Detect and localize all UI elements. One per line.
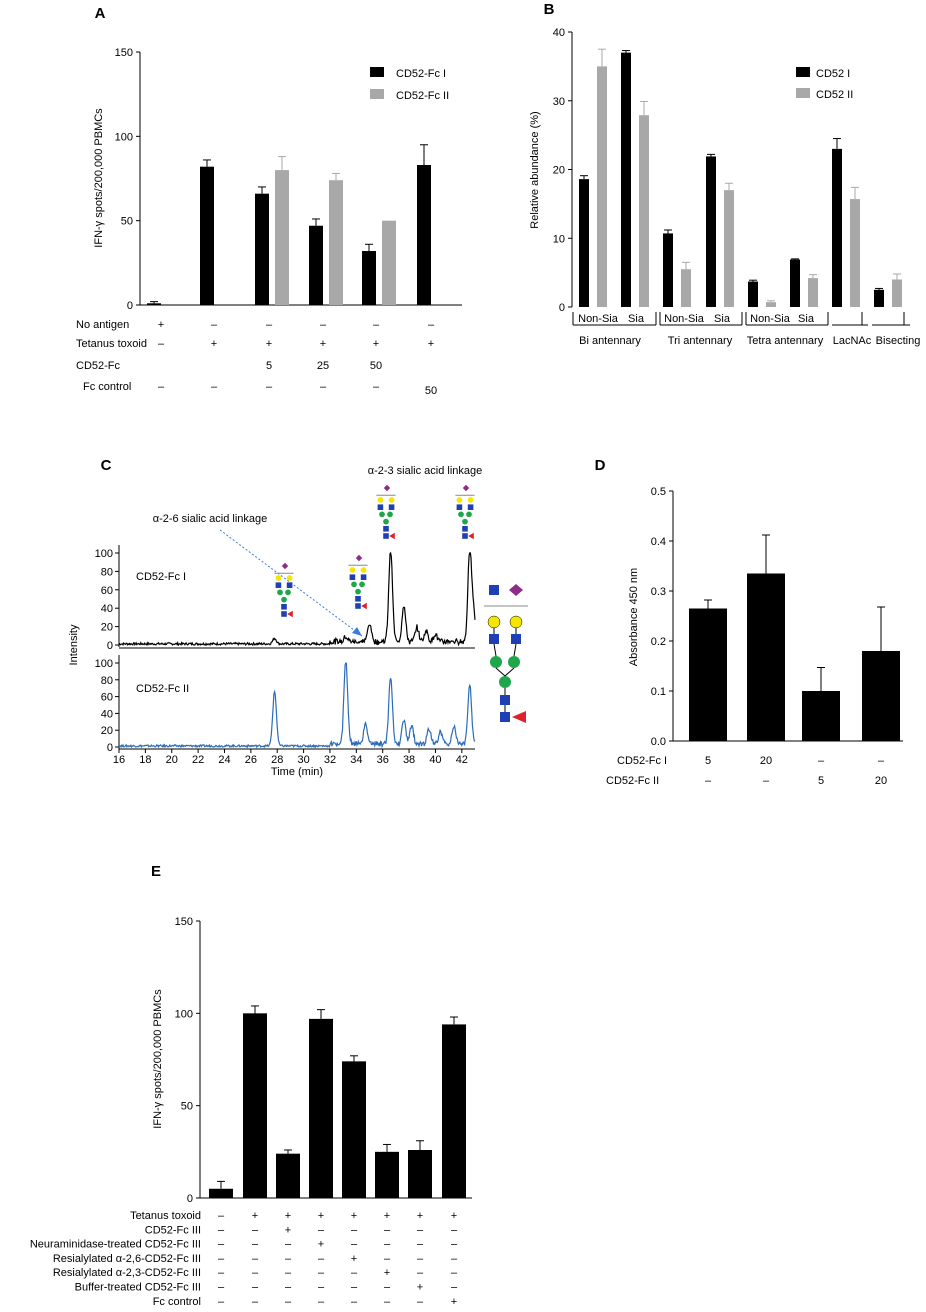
panel-label-c: C (100, 457, 112, 474)
c-glycan-galactose-icon (287, 575, 293, 581)
b-bar (597, 66, 607, 307)
e-row-value: – (217, 1238, 225, 1251)
b-bar (639, 115, 649, 307)
c-x-tick-label: 36 (376, 754, 389, 766)
c-glycan-glcnac-icon (355, 596, 361, 602)
b-bar (790, 260, 800, 307)
c-legend-link (514, 644, 516, 656)
d-row-label: CD52-Fc II (606, 775, 660, 787)
e-y-axis-tick-label: 150 (174, 916, 193, 928)
e-row-value: – (251, 1267, 259, 1280)
c-legend-fucose-icon (512, 711, 526, 723)
b-bar (832, 149, 842, 307)
c-x-tick-label: 42 (455, 754, 468, 766)
a-row-value: – (157, 338, 165, 350)
a-row-value: + (427, 338, 435, 350)
d-row-value: 5 (704, 755, 712, 767)
c-x-tick-label: 26 (244, 754, 257, 766)
a-row-value: – (372, 319, 380, 331)
c-glycan-mannose-icon (277, 590, 283, 596)
e-row-value: – (416, 1224, 424, 1237)
e-row-value: – (383, 1252, 391, 1265)
b-y-axis-tick-label: 40 (552, 27, 565, 39)
e-row-value: – (317, 1267, 325, 1280)
e-row-value: – (217, 1295, 225, 1308)
b-bar (579, 179, 589, 307)
c-glycan-sialic-acid-icon (463, 485, 469, 491)
b-y-axis-tick-label: 0 (558, 302, 565, 314)
c-annotation-arrowhead (352, 627, 362, 636)
c-y-tick-label: 80 (100, 674, 113, 687)
b-y-axis-tick-label: 20 (552, 164, 565, 177)
c-glycan-mannose-icon (458, 512, 464, 518)
e-row-value: + (284, 1224, 292, 1237)
e-row-value: – (317, 1224, 325, 1237)
a-legend-label: CD52-Fc II (396, 90, 450, 102)
e-row-value: – (284, 1252, 292, 1265)
c-y-tick-label: 20 (100, 725, 113, 738)
c-glycan-mannose-icon (359, 582, 365, 588)
b-category-label: Non-Sia (750, 313, 790, 325)
a-row-value: – (319, 319, 327, 331)
panel-label-e: E (150, 863, 162, 880)
b-bar (874, 290, 884, 307)
b-group-label: Tetra antennary (746, 335, 824, 347)
panel-label-b: B (543, 1, 555, 18)
panel-label-d: D (594, 457, 606, 474)
c-glycan-mannose-icon (379, 512, 385, 518)
a-row-value: – (265, 319, 273, 331)
c-glycan-mannose-icon (387, 512, 393, 518)
e-bar (442, 1024, 466, 1198)
e-row-value: – (383, 1281, 391, 1294)
c-legend-sialic-acid-icon (509, 584, 523, 596)
e-row-value: + (383, 1210, 391, 1222)
e-y-axis-label: IFN-γ spots/200,000 PBMCs (152, 989, 164, 1129)
a-bar (255, 194, 269, 305)
e-row-value: – (416, 1267, 424, 1280)
b-group-label: LacNAc (832, 335, 872, 347)
c-glycan-glcnac-icon (383, 533, 389, 539)
c-trace-label: CD52-Fc I (136, 571, 187, 583)
d-row-value: – (877, 755, 885, 767)
e-row-value: – (251, 1252, 259, 1265)
e-row-label: Resialylated α-2,3-CD52-Fc III (52, 1267, 201, 1280)
c-glycan-glcnac-icon (281, 611, 287, 617)
b-y-axis-label: Relative abundance (%) (529, 111, 541, 229)
c-glycan-mannose-icon (383, 519, 389, 525)
d-row-value: 20 (759, 755, 773, 767)
e-bar (342, 1061, 366, 1198)
e-row-value: – (350, 1224, 358, 1237)
c-x-tick-label: 20 (165, 754, 178, 766)
e-row-value: + (251, 1210, 259, 1222)
c-x-tick-label: 22 (191, 754, 205, 766)
a-legend-label: CD52-Fc I (396, 68, 447, 80)
a-row-value: + (265, 338, 273, 350)
e-row-value: – (217, 1252, 225, 1265)
d-y-axis-tick-label: 0.0 (650, 736, 666, 748)
c-glycan-glcnac-icon (383, 526, 389, 532)
a-row-label: No antigen (76, 319, 130, 331)
e-row-value: + (450, 1295, 458, 1308)
c-y-tick-label: 20 (100, 621, 113, 634)
e-row-value: – (217, 1224, 225, 1237)
c-glycan-glcnac-icon (462, 526, 468, 532)
c-annotation-a26: α-2-6 sialic acid linkage (152, 513, 268, 525)
c-legend-glcnac-icon (489, 634, 499, 644)
c-glycan-glcnac-icon (389, 504, 395, 510)
c-legend-mannose-icon (499, 676, 511, 688)
e-row-label: Fc control (152, 1295, 201, 1308)
c-glycan-glcnac-icon (350, 574, 356, 580)
c-legend-mannose-icon (508, 656, 520, 668)
c-glycan-glcnac-icon (361, 574, 367, 580)
c-legend-mannose-icon (490, 656, 502, 668)
c-glycan-fucose-icon (468, 533, 474, 539)
a-bar (382, 221, 396, 305)
c-x-tick-label: 28 (271, 754, 284, 766)
a-row-value: – (210, 381, 218, 393)
c-y-tick-label: 0 (106, 742, 113, 754)
e-row-value: – (284, 1281, 292, 1294)
c-y-tick-label: 40 (100, 603, 113, 616)
c-glycan-galactose-icon (361, 567, 367, 573)
b-bar (663, 233, 673, 307)
e-row-value: – (251, 1281, 259, 1294)
c-glycan-glcnac-icon (276, 582, 282, 588)
e-row-value: – (383, 1238, 391, 1251)
c-x-tick-label: 40 (429, 754, 442, 766)
e-y-axis-tick-label: 50 (180, 1100, 193, 1113)
c-glycan-sialic-acid-icon (384, 485, 390, 491)
c-glycan-mannose-icon (281, 597, 287, 603)
a-row-value: + (319, 338, 327, 350)
e-row-value: + (284, 1210, 292, 1222)
a-row-value: – (210, 319, 218, 331)
c-x-tick-label: 30 (297, 754, 310, 766)
d-row-value: 20 (874, 775, 888, 787)
c-y-tick-label: 80 (100, 566, 113, 579)
e-row-value: – (217, 1210, 225, 1222)
c-glycan-mannose-icon (285, 590, 291, 596)
c-glycan-galactose-icon (457, 497, 463, 503)
a-row-value: + (210, 338, 218, 350)
a-bar (309, 226, 323, 305)
c-glycan-glcnac-icon (355, 603, 361, 609)
b-bar (850, 199, 860, 307)
e-row-value: – (416, 1238, 424, 1251)
e-row-value: – (284, 1238, 292, 1251)
a-y-axis-tick-label: 50 (120, 215, 133, 228)
c-y-tick-label: 60 (100, 584, 113, 597)
e-row-value: – (416, 1295, 424, 1308)
e-row-value: – (350, 1267, 358, 1280)
d-y-axis-tick-label: 0.4 (650, 536, 666, 548)
b-bar (724, 190, 734, 307)
b-bar (766, 302, 776, 307)
e-row-value: – (317, 1281, 325, 1294)
d-bar (802, 691, 840, 741)
e-row-value: – (350, 1295, 358, 1308)
c-glycan-mannose-icon (355, 589, 361, 595)
b-legend-swatch (796, 67, 810, 77)
c-glycan-mannose-icon (351, 582, 357, 588)
c-annotation-a23: α-2-3 sialic acid linkage (367, 465, 483, 477)
b-category-label: Sia (714, 313, 730, 325)
e-row-value: – (284, 1267, 292, 1280)
c-legend-link (494, 644, 496, 656)
c-glycan-glcnac-icon (281, 604, 287, 610)
c-glycan-sialic-acid-icon (356, 555, 362, 561)
e-row-value: – (251, 1295, 259, 1308)
a-row-value: – (319, 381, 327, 393)
b-legend-swatch (796, 88, 810, 98)
d-row-value: 5 (817, 775, 825, 787)
d-y-axis-tick-label: 0.5 (650, 486, 666, 498)
e-y-axis-tick-label: 0 (186, 1193, 193, 1205)
e-row-label: Tetanus toxoid (130, 1210, 201, 1222)
e-row-value: – (450, 1267, 458, 1280)
c-y-axis-label: Intensity (68, 624, 80, 666)
e-bar (309, 1019, 333, 1198)
d-y-axis-tick-label: 0.3 (650, 586, 666, 598)
d-row-value: – (762, 775, 770, 787)
c-glycan-glcnac-icon (378, 504, 384, 510)
d-bar (689, 609, 727, 742)
a-bar (147, 303, 161, 305)
e-row-value: + (350, 1210, 358, 1222)
a-bar (417, 165, 431, 305)
b-category-label: Sia (628, 313, 644, 325)
b-bar (706, 156, 716, 307)
a-legend-swatch (370, 67, 384, 77)
e-row-value: – (317, 1295, 325, 1308)
a-bar (275, 170, 289, 305)
a-bar (362, 251, 376, 305)
c-glycan-mannose-icon (462, 519, 468, 525)
c-glycan-fucose-icon (389, 533, 395, 539)
e-row-value: + (450, 1210, 458, 1222)
c-glycan-fucose-icon (287, 611, 293, 617)
c-glycan-mannose-icon (466, 512, 472, 518)
e-row-value: – (284, 1295, 292, 1308)
c-y-tick-label: 60 (100, 691, 113, 704)
c-legend-glcnac-icon (500, 712, 510, 722)
b-y-axis-tick-label: 10 (552, 233, 565, 246)
c-x-tick-label: 38 (402, 754, 416, 766)
e-row-value: + (416, 1281, 424, 1294)
c-x-tick-label: 24 (218, 754, 231, 766)
a-bar (200, 167, 214, 305)
c-glycan-galactose-icon (378, 497, 384, 503)
b-bar (892, 280, 902, 308)
b-category-label: Non-Sia (664, 313, 704, 325)
e-row-value: + (416, 1210, 424, 1222)
e-bar (276, 1154, 300, 1198)
panel-label-a: A (94, 5, 106, 22)
c-glycan-glcnac-icon (457, 504, 463, 510)
c-trace-label: CD52-Fc II (136, 683, 190, 695)
e-bar (408, 1150, 432, 1198)
a-legend-swatch (370, 89, 384, 99)
e-bar (243, 1013, 267, 1198)
e-row-label: CD52-Fc III (144, 1224, 201, 1237)
c-legend-galactose-icon (510, 616, 522, 628)
c-y-tick-label: 0 (106, 640, 113, 652)
c-x-axis-label: Time (min) (270, 766, 324, 778)
c-glycan-galactose-icon (276, 575, 282, 581)
d-bar (747, 574, 785, 742)
e-row-value: – (251, 1224, 259, 1237)
a-row-label: Fc control (83, 381, 132, 393)
c-y-tick-label: 100 (94, 658, 113, 670)
e-row-value: – (450, 1224, 458, 1237)
a-row-value: + (157, 319, 165, 331)
b-group-label: Tri antennary (667, 335, 733, 347)
e-row-value: – (450, 1238, 458, 1251)
b-bar (621, 53, 631, 307)
c-glycan-galactose-icon (468, 497, 474, 503)
b-group-label: Bisecting (875, 335, 921, 347)
a-row-value: 25 (316, 360, 330, 372)
a-row-value: 50 (424, 385, 438, 397)
b-bar (681, 269, 691, 307)
e-row-value: + (350, 1252, 358, 1265)
c-legend-glcnac-icon (489, 585, 499, 595)
e-bar (375, 1152, 399, 1198)
e-row-value: – (350, 1238, 358, 1251)
e-row-label: Neuraminidase-treated CD52-Fc III (29, 1238, 201, 1251)
a-row-label: Tetanus toxoid (76, 338, 147, 350)
b-legend-label: CD52 II (816, 89, 854, 101)
e-row-value: + (317, 1210, 325, 1222)
c-trace (119, 663, 475, 747)
c-glycan-sialic-acid-icon (282, 563, 288, 569)
d-row-value: – (704, 775, 712, 787)
c-legend-glcnac-icon (500, 695, 510, 705)
b-category-label: Sia (798, 313, 814, 325)
e-row-label: Resialylated α-2,6-CD52-Fc III (52, 1252, 201, 1265)
c-glycan-fucose-icon (361, 603, 367, 609)
c-y-tick-label: 40 (100, 708, 113, 721)
e-row-value: – (317, 1252, 325, 1265)
a-row-value: 50 (369, 360, 383, 372)
a-row-value: – (157, 381, 165, 393)
a-row-value: + (372, 338, 380, 350)
c-glycan-glcnac-icon (287, 582, 293, 588)
a-y-axis-tick-label: 0 (126, 300, 133, 312)
e-row-value: – (251, 1238, 259, 1251)
d-bar (862, 651, 900, 741)
a-row-value: – (372, 381, 380, 393)
e-row-value: – (416, 1252, 424, 1265)
e-row-value: – (450, 1281, 458, 1294)
e-row-value: + (317, 1238, 325, 1251)
e-row-value: – (217, 1267, 225, 1280)
a-row-label: CD52-Fc (76, 360, 121, 372)
c-x-tick-label: 32 (323, 754, 337, 766)
c-trace (119, 553, 475, 645)
b-legend-label: CD52 I (816, 68, 851, 80)
c-x-tick-label: 34 (350, 754, 363, 766)
a-y-axis-label: IFN-γ spots/200,000 PBMCs (93, 108, 105, 248)
c-glycan-galactose-icon (389, 497, 395, 503)
e-row-label: Buffer-treated CD52-Fc III (74, 1281, 201, 1294)
c-x-tick-label: 16 (112, 754, 126, 766)
c-legend-glcnac-icon (511, 634, 521, 644)
e-row-value: – (383, 1295, 391, 1308)
c-y-tick-label: 100 (94, 548, 113, 560)
d-y-axis-tick-label: 0.2 (650, 636, 666, 648)
b-category-label: Non-Sia (578, 313, 618, 325)
b-bar (808, 278, 818, 307)
e-row-value: + (383, 1267, 391, 1280)
c-legend-link (496, 668, 505, 676)
c-glycan-glcnac-icon (462, 533, 468, 539)
d-y-axis-label: Absorbance 450 nm (628, 567, 640, 667)
c-x-tick-label: 18 (139, 754, 152, 766)
c-legend-galactose-icon (488, 616, 500, 628)
c-legend-link (505, 668, 514, 676)
e-y-axis-tick-label: 100 (174, 1008, 193, 1021)
b-group-label: Bi antennary (579, 335, 641, 347)
b-bar (748, 282, 758, 307)
d-row-label: CD52-Fc I (617, 755, 668, 767)
a-row-value: – (265, 381, 273, 393)
e-bar (209, 1189, 233, 1198)
d-row-value: – (817, 755, 825, 767)
c-glycan-glcnac-icon (468, 504, 474, 510)
e-row-value: – (383, 1224, 391, 1237)
e-row-value: – (350, 1281, 358, 1294)
e-row-value: – (450, 1252, 458, 1265)
a-row-value: – (427, 319, 435, 331)
a-bar (329, 180, 343, 305)
a-row-value: 5 (265, 360, 273, 372)
a-y-axis-tick-label: 150 (114, 47, 133, 59)
a-y-axis-tick-label: 100 (114, 131, 133, 144)
d-y-axis-tick-label: 0.1 (650, 686, 666, 698)
c-glycan-galactose-icon (350, 567, 356, 573)
b-y-axis-tick-label: 30 (552, 95, 565, 108)
e-row-value: – (217, 1281, 225, 1294)
